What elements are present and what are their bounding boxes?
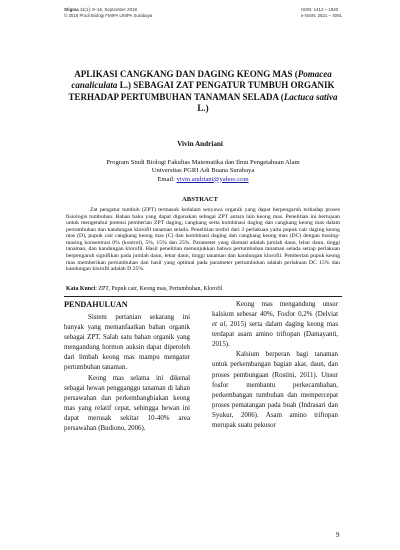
abstract-heading: ABSTRACT xyxy=(182,196,218,203)
journal-name: Stigma xyxy=(64,7,79,12)
title-part-2: L.) SEBAGAI ZAT PENGATUR TUMBUH ORGANIK TERHADAP PERTUMBUHAN TANAMAN SELADA ( xyxy=(68,80,335,102)
journal-volume: 11(1): 9–16, September 2018 xyxy=(78,7,137,12)
keywords xyxy=(66,286,340,293)
email-line xyxy=(60,176,346,184)
keywords-text: : ZPT, Pupuk cair, Keong mas, Pertumbuhan, Klorofil xyxy=(95,286,223,292)
left-column xyxy=(64,300,190,434)
running-header-right xyxy=(301,7,342,19)
paragraph: Keong mas selama ini dikenal sebagai hewan pengganggu tanaman di lahan persawahan dan perkembangbiakan keong mas yang relatif cepat, sehingga hewan ini dapat merusak sekitar 10-40% area persawahan (Budiono, 2006). xyxy=(64,374,190,432)
email-label: Email: xyxy=(157,175,177,183)
paragraph xyxy=(212,300,338,350)
paragraph: Kalsium berperan bagi tanaman untuk perkembangan bagian akar, daun, dan proses pembungaan (Rostini, 2011). Unsur fosfor membantu perkecambahan, perkembangan tumbuhan dan mempercepat proses pematangan pada buah (Indrasari dan Syukur, 2006). Asam amino triftopan merupak suatu pekusor xyxy=(212,351,338,429)
affiliation-block xyxy=(60,159,346,184)
paragraph-text: Keong mas mengandung unsur kalsium sebesar 40%, Fosfor 0,2% (Delviat xyxy=(212,301,338,319)
issn: ISSN: 1412 – 1840 xyxy=(300,7,339,12)
abstract-text: Zat pengatur tumbuh (ZPT) termasuk kedalam senyawa organik yang dapat berpengaruh terhadap proses fisiologis tumbuhan. Bahan baku yang dapat digunakan sebagai ZPT antara lain keong mas. Penelitian ini bertujuan untuk mengetahui potensi pemberian ZPT daging, cangkang serta kombinasi daging dan cangkang keong mas dalam pertumbuhan dan kandungan klorofil tanaman selada. Penelitian terdiri dari 3 perlakuan yaitu pupuk cair daging keong mas (D), pupuk cair cangkang keong mas (C) dan kombinasi daging dan cangkang keong mas (DC) dengan masing-masing konsentrasi 0% (kontrol), 5%, 15% dan 25%. Parameter yang diamati adalah jumlah daun, lebar daun, tinggi tanaman, dan kandungan klorofil. Hasil penelitian menunjukkan bahwa pertumbuhan tanaman selada setiap perlakuan berpengaruh signifikan pada jumlah daun, lebar daun, tinggi tanaman dan kandungan klorofil. Pemberian pupuk keong mas memberikan pertumbuhan dan hasil yang optimal pada parameter pertumbuhan adalah perlakuan DC 15% dan kandungan klorofil adalah D 25%. xyxy=(66,207,340,273)
email-link[interactable]: vivin.andriani@yahoo.com xyxy=(176,175,249,183)
title-part-1: APLIKASI CANGKANG DAN DAGING KEONG MAS ( xyxy=(74,69,298,79)
affiliation-line-2: Universitas PGRI Adi Buana Surabaya xyxy=(151,167,255,175)
title-part-3: L.) xyxy=(197,102,209,113)
paragraph: Sistem pertanian sekarang ini banyak yang memanfaatkan bahan organik sebagai ZPT. Salah satu bahan organik yang mengandung hormon auksin dapat diperoleh dari limbah keong mas mampu mengatur pertumbuhan tanaman. xyxy=(64,314,190,372)
title-species-1: Pomacea canaliculata xyxy=(71,69,332,91)
affiliation-line-1: Program Studi Biologi Fakultas Matematika dan Ilmu Pengetahuan Alam xyxy=(106,159,300,166)
eissn: e-ISSN: 2621 – 4091 xyxy=(300,13,342,18)
paper-title xyxy=(68,69,338,114)
running-header-left xyxy=(64,7,152,19)
section-divider xyxy=(64,296,342,297)
et-al: et al xyxy=(212,321,226,329)
section-heading: PENDAHULUAN xyxy=(64,300,128,309)
title-species-2: Lactuca sativa xyxy=(283,91,338,102)
keywords-label: Kata Kunci xyxy=(66,286,96,292)
right-column xyxy=(212,300,338,431)
journal-copyright: © 2018 Prodi Biologi FMIPA UNIPA Surabaya xyxy=(64,13,153,18)
page-number: 9 xyxy=(336,532,340,539)
paragraph-text: , 2015) serta dalam daging keong mas terdapat asam amino triftopan (Damayanti, 2015). xyxy=(212,321,339,349)
author-name: Vivin Andriani xyxy=(177,140,223,148)
